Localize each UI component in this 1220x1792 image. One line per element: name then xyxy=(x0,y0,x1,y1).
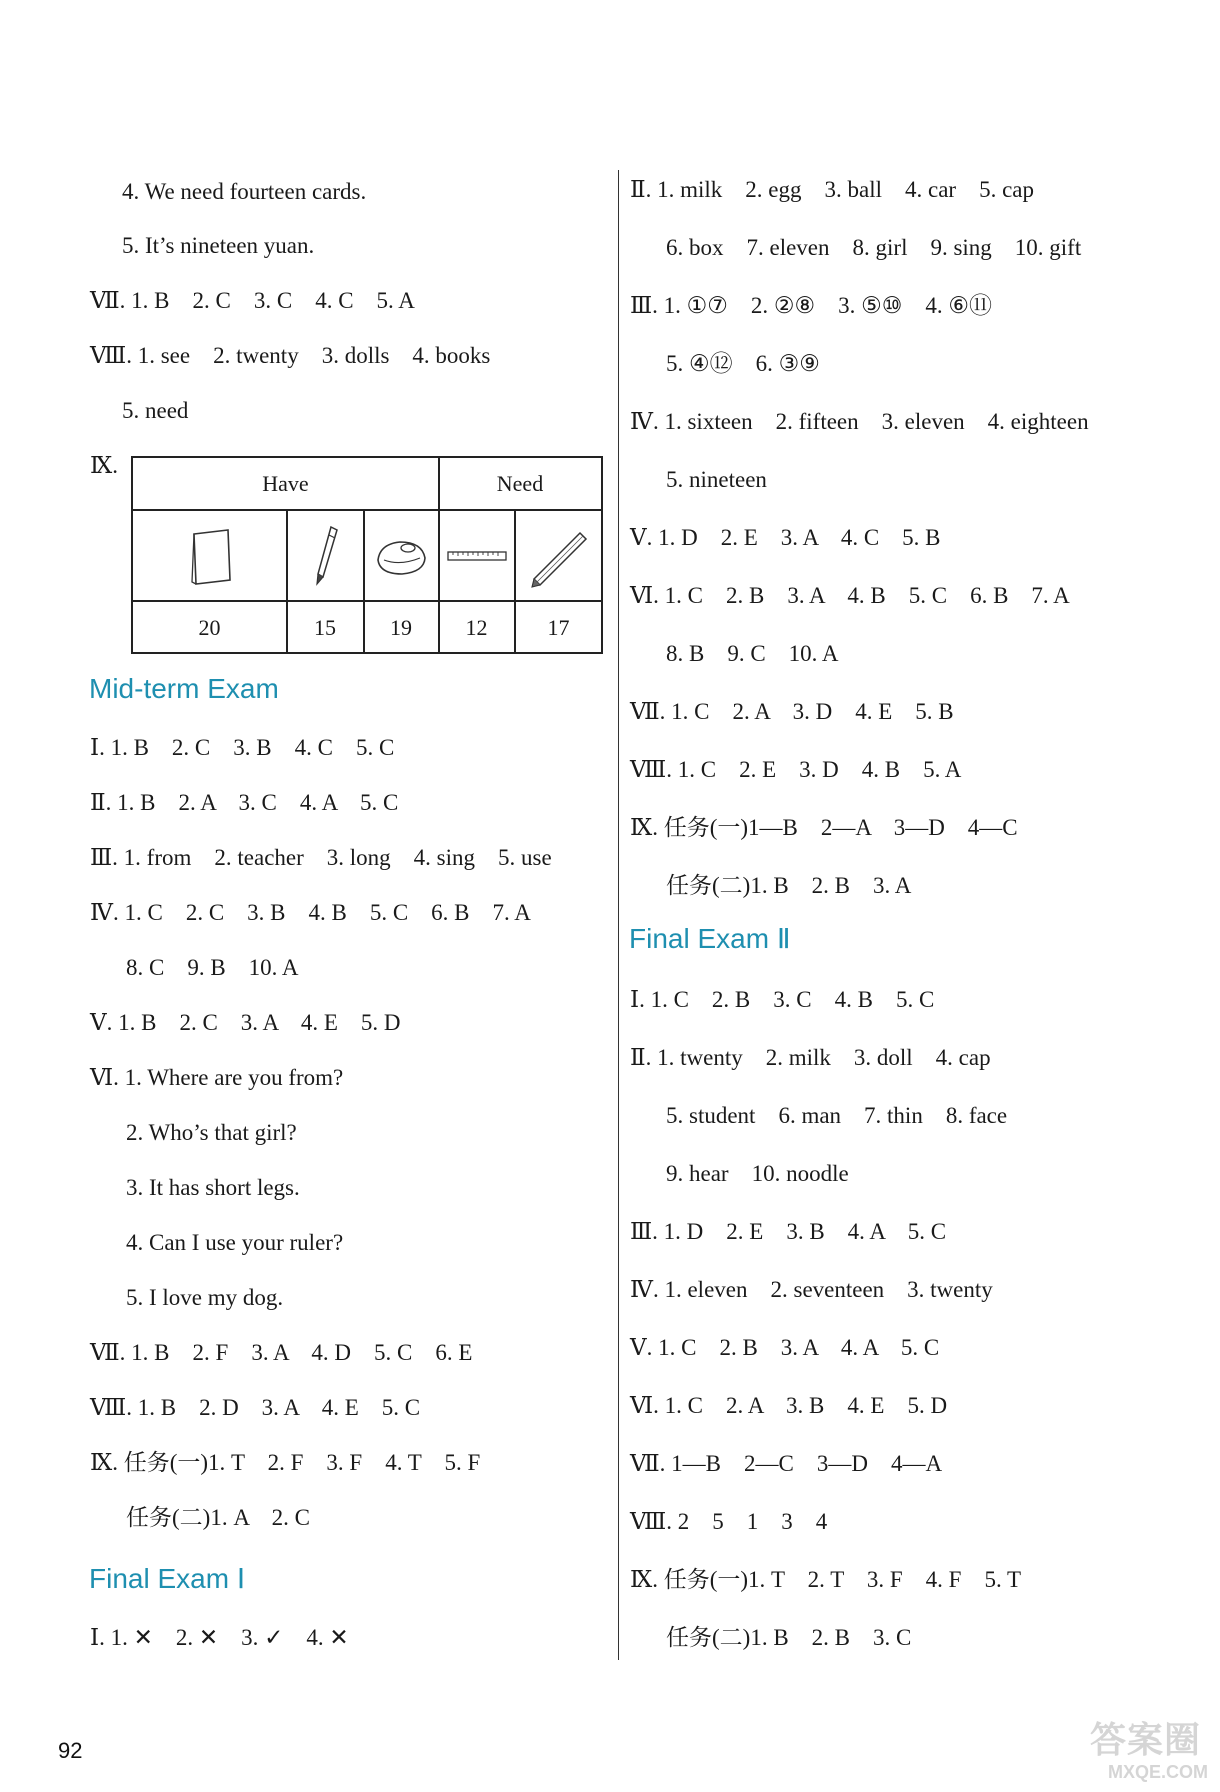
answer-line: Ⅳ. 1. C 2. C 3. B 4. B 5. C 6. B 7. A xyxy=(90,900,531,925)
answer-line: 8. B 9. C 10. A xyxy=(666,641,839,666)
answer-line: Ⅴ. 1. C 2. B 3. A 4. A 5. C xyxy=(630,1335,940,1360)
answer-line: Ⅶ. 1. B 2. F 3. A 4. D 5. C 6. E xyxy=(90,1340,473,1365)
answer-line: 任务(二)1. A 2. C xyxy=(126,1505,310,1530)
answer-line: Ⅷ. 1. B 2. D 3. A 4. E 5. C xyxy=(90,1395,421,1420)
number-cell: 15 xyxy=(314,615,336,640)
section-heading: Mid-term Exam xyxy=(89,673,279,704)
answer-line: 5. student 6. man 7. thin 8. face xyxy=(666,1103,1008,1128)
answer-line: Ⅵ. 1. C 2. B 3. A 4. B 5. C 6. B 7. A xyxy=(630,583,1070,608)
answer-line: 5. ④⑫ 6. ③⑨ xyxy=(666,351,820,376)
have-header: Have xyxy=(262,471,309,496)
answer-line: Ⅰ. 1. B 2. C 3. B 4. C 5. C xyxy=(90,735,395,760)
answer-line: 5. It’s nineteen yuan. xyxy=(122,233,315,258)
number-cell: 19 xyxy=(390,615,412,640)
answer-line: Ⅶ. 1. C 2. A 3. D 4. E 5. B xyxy=(630,699,954,724)
number-cell: 20 xyxy=(198,615,221,640)
answer-line: 5. nineteen xyxy=(666,467,767,492)
number-cell: 12 xyxy=(465,615,488,640)
answer-line: Ⅱ. 1. milk 2. egg 3. ball 4. car 5. cap xyxy=(630,177,1034,202)
answer-line: Ⅲ. 1. D 2. E 3. B 4. A 5. C xyxy=(630,1219,947,1244)
notebook-icon xyxy=(133,511,286,600)
answer-line: Ⅴ. 1. D 2. E 3. A 4. C 5. B xyxy=(630,525,941,550)
watermark-url: MXQE.COM xyxy=(1108,1762,1209,1782)
answer-line: Ⅰ. 1. C 2. B 3. C 4. B 5. C xyxy=(630,987,935,1012)
answer-line: 4. Can I use your ruler? xyxy=(126,1230,344,1255)
answer-line: 5. need xyxy=(122,398,189,423)
answer-line: Ⅲ. 1. from 2. teacher 3. long 4. sing 5. use xyxy=(90,845,552,870)
have-need-table xyxy=(131,456,603,654)
pencil-icon xyxy=(516,511,601,600)
page-number: 92 xyxy=(58,1738,83,1763)
answer-line: 3. It has short legs. xyxy=(126,1175,300,1200)
answer-line: Ⅷ. 2 5 1 3 4 xyxy=(630,1509,828,1534)
answer-line: Ⅳ. 1. sixteen 2. fifteen 3. eleven 4. eighteen xyxy=(630,409,1089,434)
answer-line: Ⅱ. 1. B 2. A 3. C 4. A 5. C xyxy=(90,790,399,815)
answer-line: Ⅸ. 任务(一)1. T 2. F 3. F 4. T 5. F xyxy=(90,1450,481,1475)
answer-line: Ⅰ. 1. ✕ 2. ✕ 3. ✓ 4. ✕ xyxy=(90,1625,349,1650)
answer-line: 8. C 9. B 10. A xyxy=(126,955,299,980)
answer-line: Ⅶ. 1. B 2. C 3. C 4. C 5. A xyxy=(90,288,415,313)
number-cell: 17 xyxy=(547,615,570,640)
section-heading: Final Exam Ⅱ xyxy=(629,923,791,954)
answer-line: Ⅷ. 1. C 2. E 3. D 4. B 5. A xyxy=(630,757,962,782)
answer-line: 任务(二)1. B 2. B 3. C xyxy=(666,1625,912,1650)
answer-line: Ⅸ. 任务(一)1—B 2—A 3—D 4—C xyxy=(630,815,1018,840)
answer-line: Ⅲ. 1. ①⑦ 2. ②⑧ 3. ⑤⑩ 4. ⑥⑪ xyxy=(630,293,993,318)
answer-line: Ⅶ. 1—B 2—C 3—D 4—A xyxy=(630,1451,943,1476)
answer-line: 6. box 7. eleven 8. girl 9. sing 10. gift xyxy=(666,235,1082,260)
answer-line: Ⅵ. 1. C 2. A 3. B 4. E 5. D xyxy=(630,1393,948,1418)
answer-line: 任务(二)1. B 2. B 3. A xyxy=(666,873,912,898)
watermark-logo: 答案圈 xyxy=(1090,1719,1202,1760)
answer-line: 2. Who’s that girl? xyxy=(126,1120,297,1145)
answer-line: 5. I love my dog. xyxy=(126,1285,284,1310)
section-heading: Final Exam Ⅰ xyxy=(89,1563,246,1594)
answer-line: 4. We need fourteen cards. xyxy=(122,179,367,204)
answer-line: Ⅳ. 1. eleven 2. seventeen 3. twenty xyxy=(630,1277,993,1302)
answer-line: Ⅸ. xyxy=(90,453,118,478)
pen-icon xyxy=(287,511,363,600)
answer-line: Ⅱ. 1. twenty 2. milk 3. doll 4. cap xyxy=(630,1045,991,1070)
answer-line: Ⅷ. 1. see 2. twenty 3. dolls 4. books xyxy=(90,343,491,368)
answer-line: Ⅴ. 1. B 2. C 3. A 4. E 5. D xyxy=(90,1010,401,1035)
answer-line: 9. hear 10. noodle xyxy=(666,1161,849,1186)
sharpener-icon xyxy=(364,511,438,600)
answer-line: Ⅵ. 1. Where are you from? xyxy=(90,1065,344,1090)
column-divider xyxy=(618,170,619,1660)
ruler-icon xyxy=(439,511,514,600)
need-header: Need xyxy=(496,471,544,496)
answer-line: Ⅸ. 任务(一)1. T 2. T 3. F 4. F 5. T xyxy=(630,1567,1022,1592)
